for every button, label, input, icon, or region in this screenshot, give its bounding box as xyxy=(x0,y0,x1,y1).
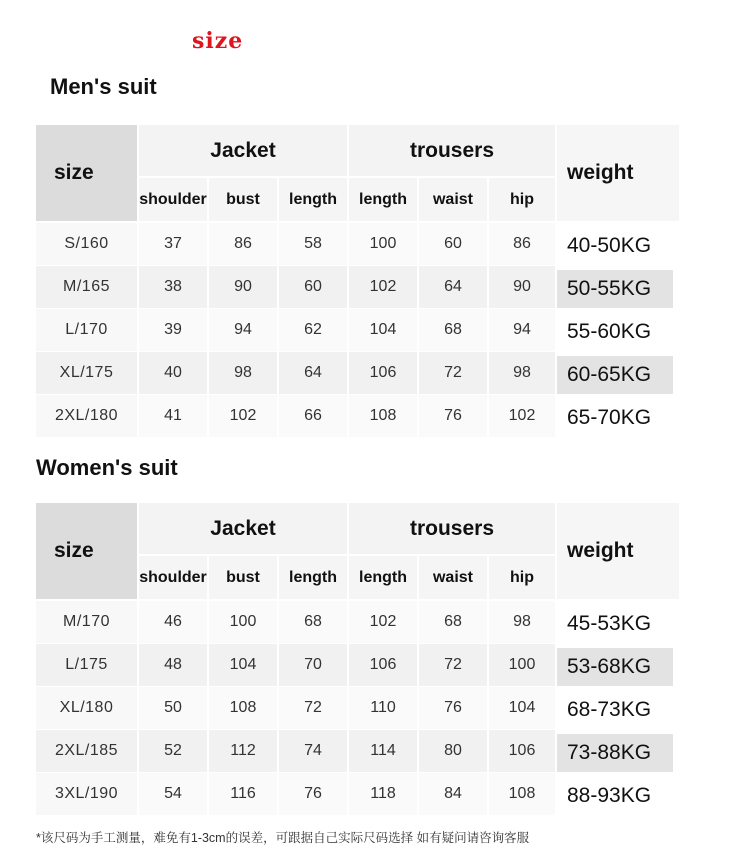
measurement-cell: 110 xyxy=(349,687,417,729)
weight-cell: 65-70KG xyxy=(557,399,673,437)
weight-column-header: weight xyxy=(557,503,679,599)
weight-cell: 68-73KG xyxy=(557,691,673,729)
weight-cell: 53-68KG xyxy=(557,648,673,686)
measurement-cell: 102 xyxy=(209,395,277,437)
measurement-cell: 40 xyxy=(139,352,207,394)
measurement-cell: 68 xyxy=(419,601,487,643)
size-row-label: XL/180 xyxy=(36,687,137,729)
measurement-cell: 60 xyxy=(419,223,487,265)
measurement-cell: 86 xyxy=(489,223,555,265)
weight-cell: 88-93KG xyxy=(557,777,673,815)
women-size-table xyxy=(36,503,679,820)
measurement-cell: 72 xyxy=(419,352,487,394)
weight-cell: 73-88KG xyxy=(557,734,673,772)
weight-cell: 45-53KG xyxy=(557,605,673,643)
trousers-length-column-header: length xyxy=(349,178,417,221)
men-section-title: Men's suit xyxy=(50,74,157,99)
size-column-header: size xyxy=(36,125,137,221)
measurement-cell: 116 xyxy=(209,773,277,815)
measurement-cell: 108 xyxy=(209,687,277,729)
measurement-cell: 104 xyxy=(209,644,277,686)
shoulder-column-header: shoulder xyxy=(139,178,207,221)
measurement-cell: 108 xyxy=(489,773,555,815)
measurement-cell: 100 xyxy=(349,223,417,265)
measurement-cell: 39 xyxy=(139,309,207,351)
measurement-cell: 76 xyxy=(279,773,347,815)
footnote: *该尺码为手工测量，难免有1-3cm的误差，可跟据自己实际尺码选择 如有疑问请咨询客服 xyxy=(36,831,530,845)
weight-column-header: weight xyxy=(557,125,679,221)
measurement-cell: 106 xyxy=(349,352,417,394)
measurement-cell: 102 xyxy=(349,266,417,308)
measurement-cell: 80 xyxy=(419,730,487,772)
jacket-length-column-header: length xyxy=(279,178,347,221)
size-row-label: L/175 xyxy=(36,644,137,686)
measurement-cell: 104 xyxy=(349,309,417,351)
measurement-cell: 94 xyxy=(489,309,555,351)
size-row-label: M/170 xyxy=(36,601,137,643)
size-row-label: 3XL/190 xyxy=(36,773,137,815)
hip-column-header: hip xyxy=(489,178,555,221)
measurement-cell: 98 xyxy=(489,601,555,643)
bust-column-header: bust xyxy=(209,178,277,221)
measurement-cell: 94 xyxy=(209,309,277,351)
measurement-cell: 108 xyxy=(349,395,417,437)
measurement-cell: 102 xyxy=(489,395,555,437)
measurement-cell: 50 xyxy=(139,687,207,729)
measurement-cell: 98 xyxy=(209,352,277,394)
measurement-cell: 62 xyxy=(279,309,347,351)
bust-column-header: bust xyxy=(209,556,277,599)
jacket-group-header: Jacket xyxy=(139,503,347,554)
measurement-cell: 90 xyxy=(209,266,277,308)
size-row-label: XL/175 xyxy=(36,352,137,394)
measurement-cell: 112 xyxy=(209,730,277,772)
measurement-cell: 90 xyxy=(489,266,555,308)
size-row-label: 2XL/185 xyxy=(36,730,137,772)
measurement-cell: 66 xyxy=(279,395,347,437)
measurement-cell: 76 xyxy=(419,687,487,729)
measurement-cell: 72 xyxy=(419,644,487,686)
measurement-cell: 100 xyxy=(209,601,277,643)
waist-column-header: waist xyxy=(419,556,487,599)
waist-column-header: waist xyxy=(419,178,487,221)
jacket-length-column-header: length xyxy=(279,556,347,599)
measurement-cell: 37 xyxy=(139,223,207,265)
page-heading: size xyxy=(192,28,244,54)
measurement-cell: 104 xyxy=(489,687,555,729)
measurement-cell: 48 xyxy=(139,644,207,686)
women-section-title: Women's suit xyxy=(36,455,178,480)
measurement-cell: 46 xyxy=(139,601,207,643)
trousers-group-header: trousers xyxy=(349,125,555,176)
measurement-cell: 100 xyxy=(489,644,555,686)
measurement-cell: 114 xyxy=(349,730,417,772)
measurement-cell: 102 xyxy=(349,601,417,643)
measurement-cell: 76 xyxy=(419,395,487,437)
measurement-cell: 98 xyxy=(489,352,555,394)
hip-column-header: hip xyxy=(489,556,555,599)
measurement-cell: 60 xyxy=(279,266,347,308)
measurement-cell: 72 xyxy=(279,687,347,729)
size-row-label: S/160 xyxy=(36,223,137,265)
measurement-cell: 74 xyxy=(279,730,347,772)
measurement-cell: 52 xyxy=(139,730,207,772)
men-size-table xyxy=(36,125,679,440)
measurement-cell: 64 xyxy=(419,266,487,308)
weight-cell: 40-50KG xyxy=(557,227,673,265)
size-row-label: 2XL/180 xyxy=(36,395,137,437)
measurement-cell: 86 xyxy=(209,223,277,265)
weight-cell: 60-65KG xyxy=(557,356,673,394)
weight-cell: 50-55KG xyxy=(557,270,673,308)
measurement-cell: 118 xyxy=(349,773,417,815)
measurement-cell: 106 xyxy=(349,644,417,686)
measurement-cell: 41 xyxy=(139,395,207,437)
size-column-header: size xyxy=(36,503,137,599)
measurement-cell: 38 xyxy=(139,266,207,308)
weight-cell: 55-60KG xyxy=(557,313,673,351)
measurement-cell: 54 xyxy=(139,773,207,815)
shoulder-column-header: shoulder xyxy=(139,556,207,599)
measurement-cell: 68 xyxy=(279,601,347,643)
measurement-cell: 68 xyxy=(419,309,487,351)
jacket-group-header: Jacket xyxy=(139,125,347,176)
size-row-label: M/165 xyxy=(36,266,137,308)
measurement-cell: 84 xyxy=(419,773,487,815)
trousers-length-column-header: length xyxy=(349,556,417,599)
trousers-group-header: trousers xyxy=(349,503,555,554)
measurement-cell: 64 xyxy=(279,352,347,394)
measurement-cell: 106 xyxy=(489,730,555,772)
measurement-cell: 70 xyxy=(279,644,347,686)
measurement-cell: 58 xyxy=(279,223,347,265)
size-row-label: L/170 xyxy=(36,309,137,351)
